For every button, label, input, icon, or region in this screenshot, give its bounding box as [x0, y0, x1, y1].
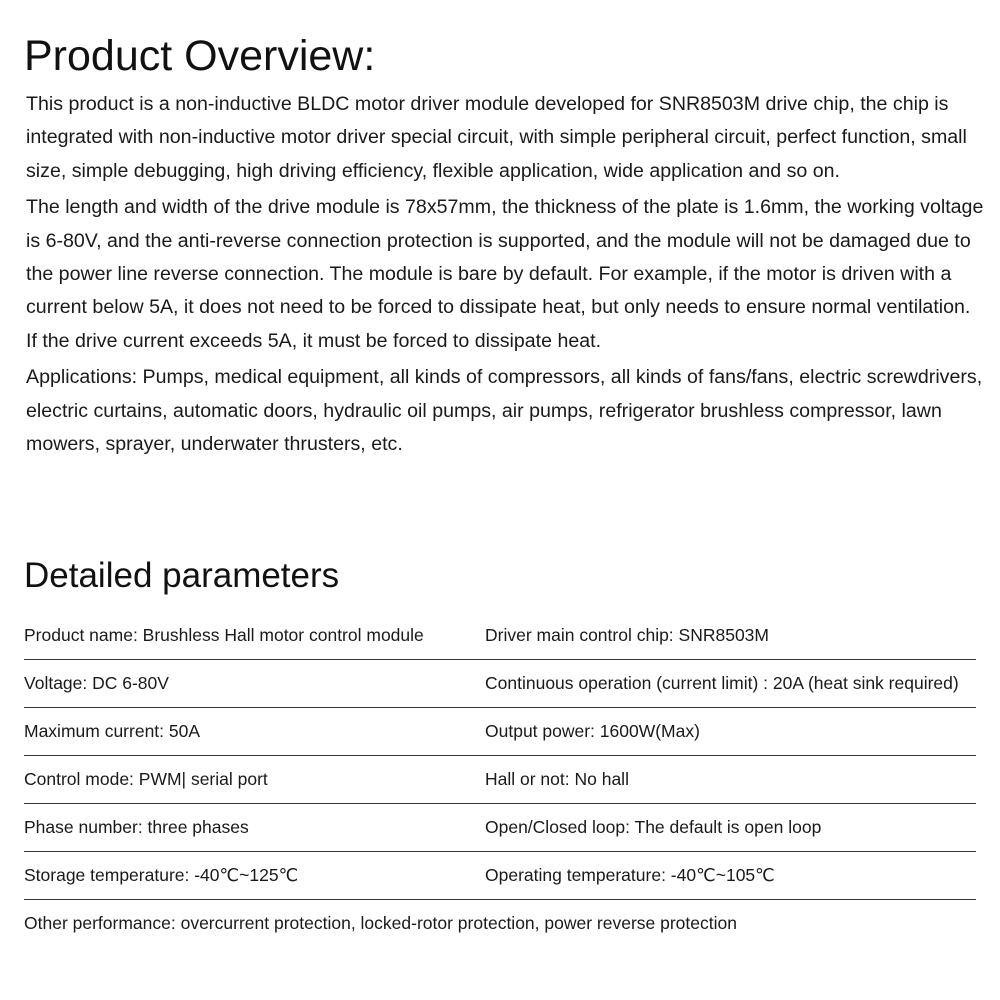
parameter-row	[24, 708, 976, 756]
overview-paragraph-specs: The length and width of the drive module is 78x57mm, the thickness of the plate is 1.6mm, the working voltage is 6-80V, and the anti-reverse connection protection is supported, and the module will not be damaged due to the power line reverse connection. The module is bare by default. For example, if the motor is driven with a current below 5A, it does not need to be forced to dissipate heat, but only needs to ensure normal ventilation. If the drive current exceeds 5A, it must be forced to dissipate heat.	[26, 196, 984, 352]
parameter-cell-control-mode: Control mode: PWM| serial port	[24, 769, 268, 789]
overview-title: Product Overview:	[24, 32, 376, 80]
overview-body	[26, 88, 986, 464]
overview-paragraph-description: This product is a non-inductive BLDC motor driver module developed for SNR8503M drive chip, the chip is integrated with non-inductive motor driver special circuit, with simple peripheral circuit, perfect function, small size, simple debugging, high driving efficiency, flexible application, wide application and so on.	[26, 93, 967, 182]
parameters-table	[24, 612, 976, 947]
parameter-row	[24, 900, 976, 947]
parameter-cell-hall: Hall or not: No hall	[485, 769, 629, 789]
parameter-row	[24, 660, 976, 708]
parameter-cell-product-name: Product name: Brushless Hall motor control module	[24, 625, 424, 645]
parameter-row	[24, 852, 976, 900]
parameter-cell-main-control-chip: Driver main control chip: SNR8503M	[485, 625, 769, 645]
parameter-cell-other-performance: Other performance: overcurrent protection, locked-rotor protection, power reverse protection	[24, 913, 737, 933]
parameter-cell-maximum-current: Maximum current: 50A	[24, 721, 201, 741]
parameter-cell-loop-mode: Open/Closed loop: The default is open loop	[485, 817, 822, 837]
parameters-title: Detailed parameters	[24, 556, 340, 595]
parameter-cell-continuous-operation: Continuous operation (current limit) : 20A (heat sink required)	[485, 673, 959, 693]
parameter-cell-phase-number: Phase number: three phases	[24, 817, 249, 837]
parameter-cell-output-power: Output power: 1600W(Max)	[485, 721, 700, 741]
parameter-row	[24, 804, 976, 852]
parameter-cell-storage-temperature: Storage temperature: -40℃~125℃	[24, 865, 299, 885]
parameter-row	[24, 612, 976, 660]
parameter-cell-voltage: Voltage: DC 6-80V	[24, 673, 169, 693]
overview-paragraph-applications: Applications: Pumps, medical equipment, all kinds of compressors, all kinds of fans/fans, electric screwdrivers, electric curtains, automatic doors, hydraulic oil pumps, air pumps, refrigerator brushless compressor, lawn mowers, sprayer, underwater thrusters, etc.	[26, 366, 983, 456]
parameter-cell-operating-temperature: Operating temperature: -40℃~105℃	[485, 865, 775, 885]
parameter-row	[24, 756, 976, 804]
